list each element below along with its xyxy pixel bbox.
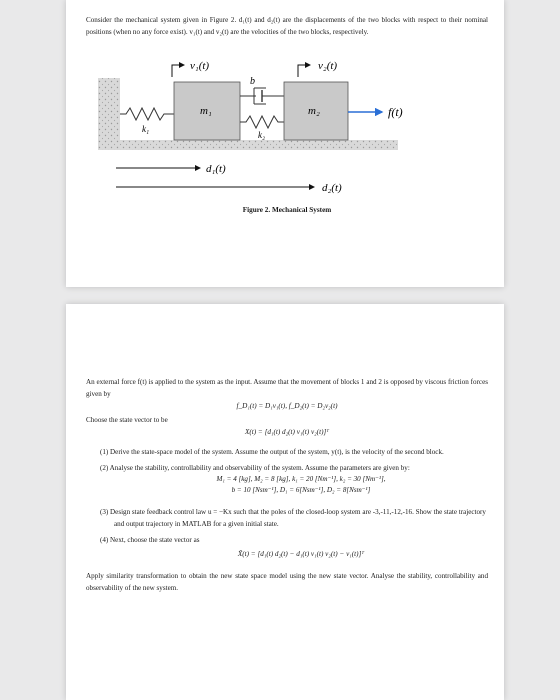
v2-label: v₂(t) [318, 60, 338, 72]
task-item-1: (1) Derive the state-space model of the system. Assume the output of the system, y(t), is the velocity of the second block. [100, 448, 444, 456]
friction-equation: f_D₁(t) = D₁v₁(t), f_D₂(t) = D₂v₂(t) [236, 402, 338, 410]
ground [98, 140, 398, 150]
k2-label: k₂ [258, 130, 266, 140]
mechanical-system-figure [86, 44, 486, 204]
task-item-2-text: (2) Analyse the stability, controllability and observability of the system. Assume the parameters are given by: [100, 464, 410, 472]
k1-label: k₁ [142, 124, 150, 134]
figure-caption: Figure 2. Mechanical System [242, 206, 332, 214]
v1-label: v₁(t) [190, 60, 210, 72]
v1-arrow [172, 65, 184, 77]
task-item-2 [86, 462, 488, 496]
b-label: b [250, 76, 255, 87]
d1-label: d₁(t) [206, 163, 226, 175]
d2-label: d₂(t) [322, 182, 342, 194]
params-line-1: M₁ = 4 [kg], M₂ = 8 [kg], k₁ = 20 [Nm⁻¹], k₂ = 30 [Nm⁻¹], [216, 475, 386, 483]
spring-k1 [120, 108, 174, 120]
closing-instructions: Apply similarity transformation to obtain the new state space model using the new state vector. Analyse the stability, controllability and observability of the new system. [86, 572, 488, 592]
spring-k2 [240, 116, 284, 128]
task-item-4 [86, 534, 488, 560]
v2-arrow [298, 65, 310, 77]
mechanical-diagram [86, 44, 486, 204]
document-page-1 [66, 0, 504, 287]
problem-intro: Consider the mechanical system given in Figure 2. d₁(t) and d₂(t) are the displacements of the two blocks with respect to their nominal positions (when no any force exist). v₁(t) and v₂(t) are the velocities of the two blocks, respectively. [86, 16, 488, 36]
task-list [86, 446, 488, 560]
params-line-2: b = 10 [Nsm⁻¹], D₁ = 6[Nsm⁻¹], D₂ = 8[Nsm⁻¹] [231, 486, 371, 494]
force-intro: An external force f(t) is applied to the system as the input. Assume that the movement of blocks 1 and 2 is opposed by viscous friction forces given by [86, 378, 488, 398]
task-item-3: (3) Design state feedback control law u = −Kx such that the poles of the closed-loop system are -3,-11,-12,-16. Show the state trajectory and output trajectory in MATLAB for a given initial state. [100, 508, 486, 528]
state-intro: Choose the state vector to be [86, 416, 168, 424]
left-wall [98, 78, 120, 148]
m1-label: m₁ [200, 105, 212, 117]
m2-label: m₂ [308, 105, 320, 117]
state-vector-equation: X(t) = [d₁(t) d₂(t) v₁(t) v₂(t)]ᵀ [244, 428, 330, 436]
document-page-2 [66, 304, 504, 700]
new-state-vector-equation: X̃(t) = [d₁(t) d₂(t) − d₁(t) v₁(t) v₂(t) − v₁(t)]ᵀ [237, 550, 365, 558]
force-label: f(t) [388, 105, 403, 119]
task-item-4-text: (4) Next, choose the state vector as [100, 536, 200, 544]
